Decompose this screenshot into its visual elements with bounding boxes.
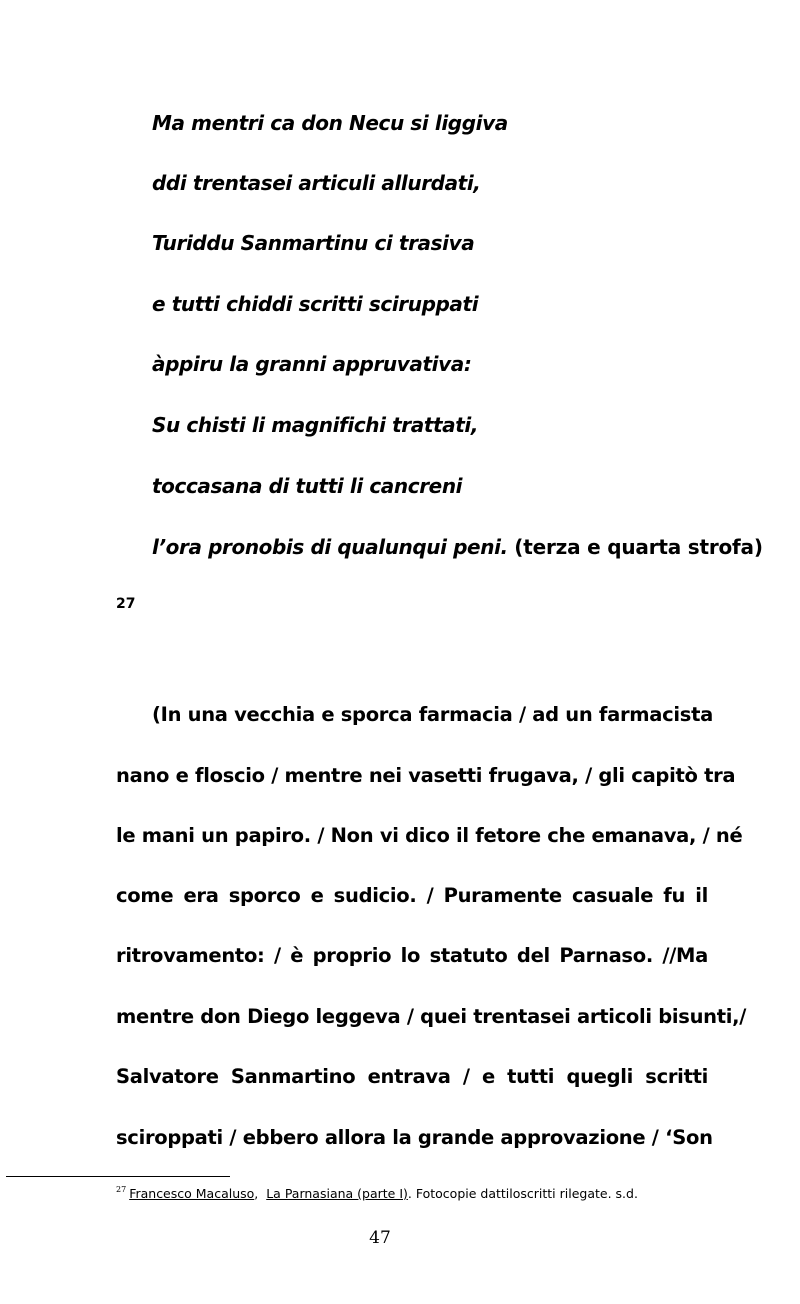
verse-line: àppiru la granni appruvativa: bbox=[152, 352, 472, 376]
prose-line: Salvatore Sanmartino entrava / e tutti quegli scritti bbox=[116, 1065, 708, 1088]
page-number: 47 bbox=[369, 1228, 391, 1248]
prose-line: le mani un papiro. / Non vi dico il fetore che emanava, / né bbox=[116, 824, 743, 847]
verse-line: Turiddu Sanmartinu ci trasiva bbox=[152, 231, 475, 255]
verse-line: toccasana di tutti li cancreni bbox=[152, 474, 463, 498]
verse-line-last bbox=[152, 535, 763, 559]
verse-line: ddi trentasei articuli allurdati, bbox=[152, 171, 481, 195]
footnote-title: La Parnasiana (parte I) bbox=[266, 1186, 408, 1201]
footnote-details: . Fotocopie dattiloscritti rilegate. s.d. bbox=[407, 1186, 638, 1201]
footnote bbox=[116, 1185, 638, 1201]
verse-line: Ma mentri ca don Necu si liggiva bbox=[152, 111, 508, 135]
footnote-author: Francesco Macaluso bbox=[129, 1186, 255, 1201]
footnote-reference: 27 bbox=[116, 596, 136, 612]
footnote-number: 27 bbox=[116, 1185, 127, 1194]
prose-line: mentre don Diego leggeva / quei trentasei articoli bisunti,/ bbox=[116, 1005, 747, 1028]
footnote-separator bbox=[6, 1176, 230, 1177]
verse-line: Su chisti li magnifichi trattati, bbox=[152, 413, 479, 437]
prose-line: sciroppati / ebbero allora la grande approvazione / ‘Son bbox=[116, 1126, 713, 1149]
footnote-separator-text: , bbox=[254, 1186, 267, 1201]
verse-line: e tutti chiddi scritti sciruppati bbox=[152, 292, 479, 316]
prose-line: ritrovamento: / è proprio lo statuto del Parnaso. //Ma bbox=[116, 944, 708, 967]
verse-line: l’ora pronobis di qualunqui peni. bbox=[152, 535, 508, 559]
verse-note: (terza e quarta strofa) bbox=[514, 535, 763, 559]
prose-line: (In una vecchia e sporca farmacia / ad un farmacista bbox=[152, 703, 713, 726]
prose-line: nano e floscio / mentre nei vasetti frugava, / gli capitò tra bbox=[116, 764, 736, 787]
prose-line: come era sporco e sudicio. / Puramente casuale fu il bbox=[116, 884, 708, 907]
